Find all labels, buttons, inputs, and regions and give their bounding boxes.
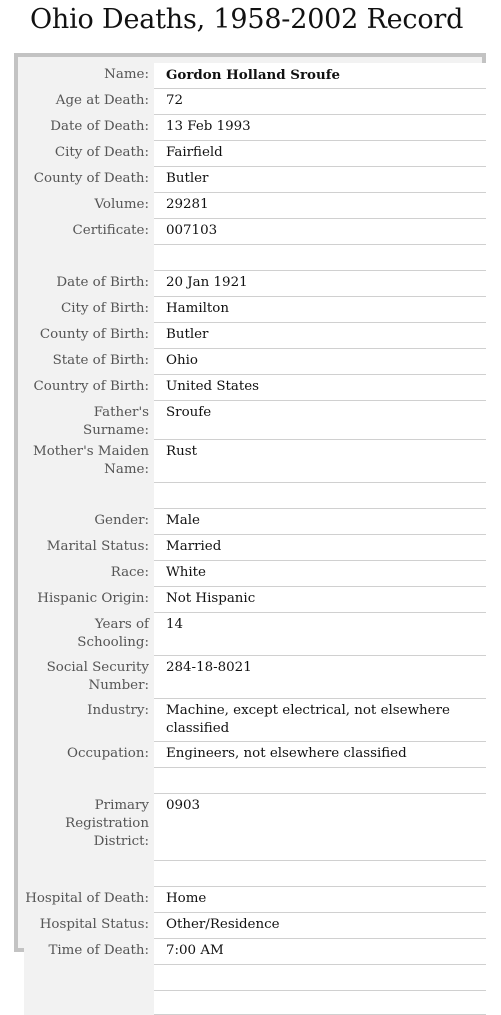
field-label: County of Birth: bbox=[24, 323, 154, 349]
spacer-row bbox=[24, 991, 486, 1015]
spacer-row bbox=[24, 768, 486, 794]
spacer-row bbox=[24, 245, 486, 271]
field-value: 72 bbox=[154, 89, 486, 115]
field-label: State of Birth: bbox=[24, 349, 154, 375]
field-value: 284-18-8021 bbox=[154, 656, 486, 699]
row-city-of-birth bbox=[24, 297, 486, 323]
row-city-of-death bbox=[24, 141, 486, 167]
field-value: 14 bbox=[154, 613, 486, 656]
record-panel bbox=[14, 53, 486, 958]
field-value: 007103 bbox=[154, 219, 486, 245]
field-value: White bbox=[154, 561, 486, 587]
row-mothers-maiden-name bbox=[24, 440, 486, 483]
field-label: Occupation: bbox=[24, 742, 154, 768]
field-value: 29281 bbox=[154, 193, 486, 219]
row-name bbox=[24, 63, 486, 89]
field-label: Years of Schooling: bbox=[24, 613, 154, 656]
field-label: Country of Birth: bbox=[24, 375, 154, 401]
field-value: 7:00 AM bbox=[154, 939, 486, 965]
row-date-of-death bbox=[24, 115, 486, 141]
row-primary-registration-district bbox=[24, 794, 486, 861]
row-age-at-death bbox=[24, 89, 486, 115]
field-label: Primary Registration District: bbox=[24, 794, 154, 861]
field-label: City of Birth: bbox=[24, 297, 154, 323]
row-marital-status bbox=[24, 535, 486, 561]
field-label: Date of Death: bbox=[24, 115, 154, 141]
field-label: Time of Death: bbox=[24, 939, 154, 965]
field-value: Hamilton bbox=[154, 297, 486, 323]
field-label: Age at Death: bbox=[24, 89, 154, 115]
row-years-of-schooling bbox=[24, 613, 486, 656]
row-certificate bbox=[24, 219, 486, 245]
row-occupation bbox=[24, 742, 486, 768]
field-value: 20 Jan 1921 bbox=[154, 271, 486, 297]
row-fathers-surname bbox=[24, 401, 486, 440]
field-label: Mother's Maiden Name: bbox=[24, 440, 154, 483]
field-value: Other/Residence bbox=[154, 913, 486, 939]
row-state-of-birth bbox=[24, 349, 486, 375]
row-time-of-death bbox=[24, 939, 486, 965]
row-industry bbox=[24, 699, 486, 742]
field-label: Industry: bbox=[24, 699, 154, 742]
field-label: Volume: bbox=[24, 193, 154, 219]
row-hospital-status bbox=[24, 913, 486, 939]
spacer-row bbox=[24, 965, 486, 991]
spacer-row bbox=[24, 861, 486, 887]
field-label: Father's Surname: bbox=[24, 401, 154, 440]
field-value: Ohio bbox=[154, 349, 486, 375]
field-value: Butler bbox=[154, 323, 486, 349]
row-county-of-death bbox=[24, 167, 486, 193]
record-table bbox=[24, 63, 486, 1015]
field-label: Social Security Number: bbox=[24, 656, 154, 699]
field-value: Butler bbox=[154, 167, 486, 193]
field-value: Fairfield bbox=[154, 141, 486, 167]
field-value: Engineers, not elsewhere classified bbox=[154, 742, 486, 768]
field-value: 13 Feb 1993 bbox=[154, 115, 486, 141]
row-county-of-birth bbox=[24, 323, 486, 349]
field-label: Certificate: bbox=[24, 219, 154, 245]
field-value: Not Hispanic bbox=[154, 587, 486, 613]
field-value: Rust bbox=[154, 440, 486, 483]
field-label: Hispanic Origin: bbox=[24, 587, 154, 613]
field-value: Gordon Holland Sroufe bbox=[154, 63, 486, 89]
field-label: Date of Birth: bbox=[24, 271, 154, 297]
row-social-security-number bbox=[24, 656, 486, 699]
row-country-of-birth bbox=[24, 375, 486, 401]
field-value: 0903 bbox=[154, 794, 486, 861]
row-race bbox=[24, 561, 486, 587]
field-value: United States bbox=[154, 375, 486, 401]
field-label: Hospital Status: bbox=[24, 913, 154, 939]
spacer-row bbox=[24, 483, 486, 509]
field-label: Marital Status: bbox=[24, 535, 154, 561]
field-value: Machine, except electrical, not elsewhere classified bbox=[154, 699, 486, 742]
field-value: Male bbox=[154, 509, 486, 535]
field-label: Gender: bbox=[24, 509, 154, 535]
field-label: County of Death: bbox=[24, 167, 154, 193]
page-title: Ohio Deaths, 1958-2002 Record bbox=[30, 4, 464, 35]
field-value: Sroufe bbox=[154, 401, 486, 440]
row-gender bbox=[24, 509, 486, 535]
field-label: Hospital of Death: bbox=[24, 887, 154, 913]
field-label: Name: bbox=[24, 63, 154, 89]
field-value: Married bbox=[154, 535, 486, 561]
row-hospital-of-death bbox=[24, 887, 486, 913]
field-label: City of Death: bbox=[24, 141, 154, 167]
row-hispanic-origin bbox=[24, 587, 486, 613]
row-date-of-birth bbox=[24, 271, 486, 297]
row-volume bbox=[24, 193, 486, 219]
field-label: Race: bbox=[24, 561, 154, 587]
field-value: Home bbox=[154, 887, 486, 913]
